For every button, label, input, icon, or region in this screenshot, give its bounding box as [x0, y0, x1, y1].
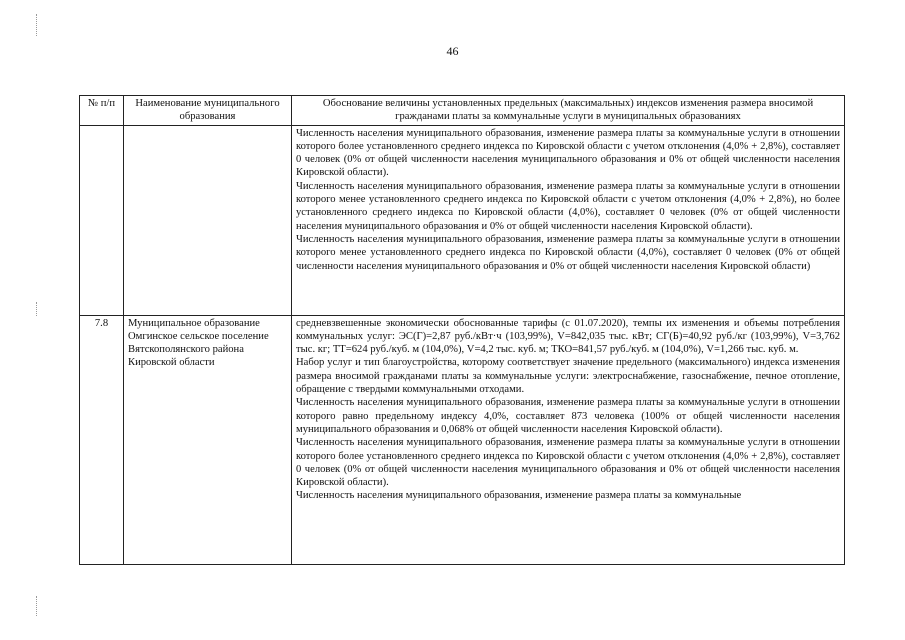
- justification-paragraph: Численность населения муниципального образования, изменение размера платы за коммунальные: [296, 490, 742, 502]
- justification-paragraph: Численность населения муниципального образования, изменение размера платы за коммунальные услуги в отношении которого более установленного среднего индекса по Кировской области с учетом отклонения (4,0% + 2,8%), составляет 0 человек (0% от общей численности населения муниципального образования и 0% от общей численности населения Кировской области).: [296, 127, 840, 179]
- margin-scan-mark: [36, 596, 38, 616]
- table-header-row: [80, 96, 845, 126]
- indices-table: [79, 95, 845, 565]
- row-municipality-name: [124, 125, 292, 315]
- table-row: [80, 315, 845, 564]
- justification-paragraph: Набор услуг и тип благоустройства, которому соответствует значение предельного (максимального) индекса изменения размера вносимой гражданами платы за коммунальные услуги: электроснабжение, газоснабжение, печное отопление, обращение с твердыми коммунальными отходами.: [296, 357, 840, 396]
- row-justification: [292, 315, 845, 564]
- justification-paragraph: Численность населения муниципального образования, изменение размера платы за коммунальные услуги в отношении которого равно предельному индексу 4,0%, составляет 873 человека (100% от общей численности населения муниципального образования и 0,068% от общей численности населения Кировской области).: [296, 397, 840, 435]
- row-justification: [292, 125, 845, 315]
- header-municipality-name: Наименование муниципального образования: [124, 96, 292, 126]
- justification-paragraph: Численность населения муниципального образования, изменение размера платы за коммунальные услуги в отношении которого более установленного среднего индекса по Кировской области с учетом отклонения (4,0% + 2,8%), составляет 0 человек (0% от общей численности населения муниципального образования и 0% от общей численности населения Кировской области).: [296, 437, 840, 489]
- row-number: [80, 125, 124, 315]
- table-row: [80, 125, 845, 315]
- margin-scan-mark: [36, 302, 38, 316]
- justification-paragraph: Численность населения муниципального образования, изменение размера платы за коммунальные услуги в отношении которого менее установленного среднего индекса по Кировской области с учетом отклонения (4,0% + 2,8%), но более установленного среднего индекса по Кировской области (4,0%), составляет 0 человек (0% от общей численности населения муниципального образования и 0% от общей численности населения Кировской области).: [296, 180, 840, 232]
- justification-paragraph: Численность населения муниципального образования, изменение размера платы за коммунальные услуги в отношении которого менее установленного среднего индекса по Кировской области (4,0%), составляет 0 человек (0% от общей численности населения муниципального образования и 0% от общей численности населения Кировской области): [296, 233, 840, 272]
- justification-paragraph: средневзвешенные экономически обоснованные тарифы (с 01.07.2020), темпы их изменения и объемы потребления коммунальных услуг: ЭС(Г)=2,87 руб./кВт·ч (103,99%), V=842,035 тыс. кВт; СГ(Б)=40,92 руб./кг (103,99%), V=3,762 тыс. кг; ТТ=624 руб./куб. м (104,0%), V=4,2 тыс. куб. м; ТКО=841,57 руб./куб. м (104,0%), V=1,266 тыс. куб. м.: [296, 317, 840, 356]
- header-justification: Обоснование величины установленных предельных (максимальных) индексов изменения размера вносимой гражданами платы за коммунальные услуги в муниципальных образованиях: [292, 96, 845, 126]
- row-number: 7.8: [80, 315, 124, 564]
- page-number: 46: [446, 44, 459, 58]
- header-number: № п/п: [80, 96, 124, 126]
- margin-scan-mark: [36, 14, 38, 36]
- row-municipality-name: Муниципальное образование Омгинское сельское поселение Вятскополянского района Кировской области: [124, 315, 292, 564]
